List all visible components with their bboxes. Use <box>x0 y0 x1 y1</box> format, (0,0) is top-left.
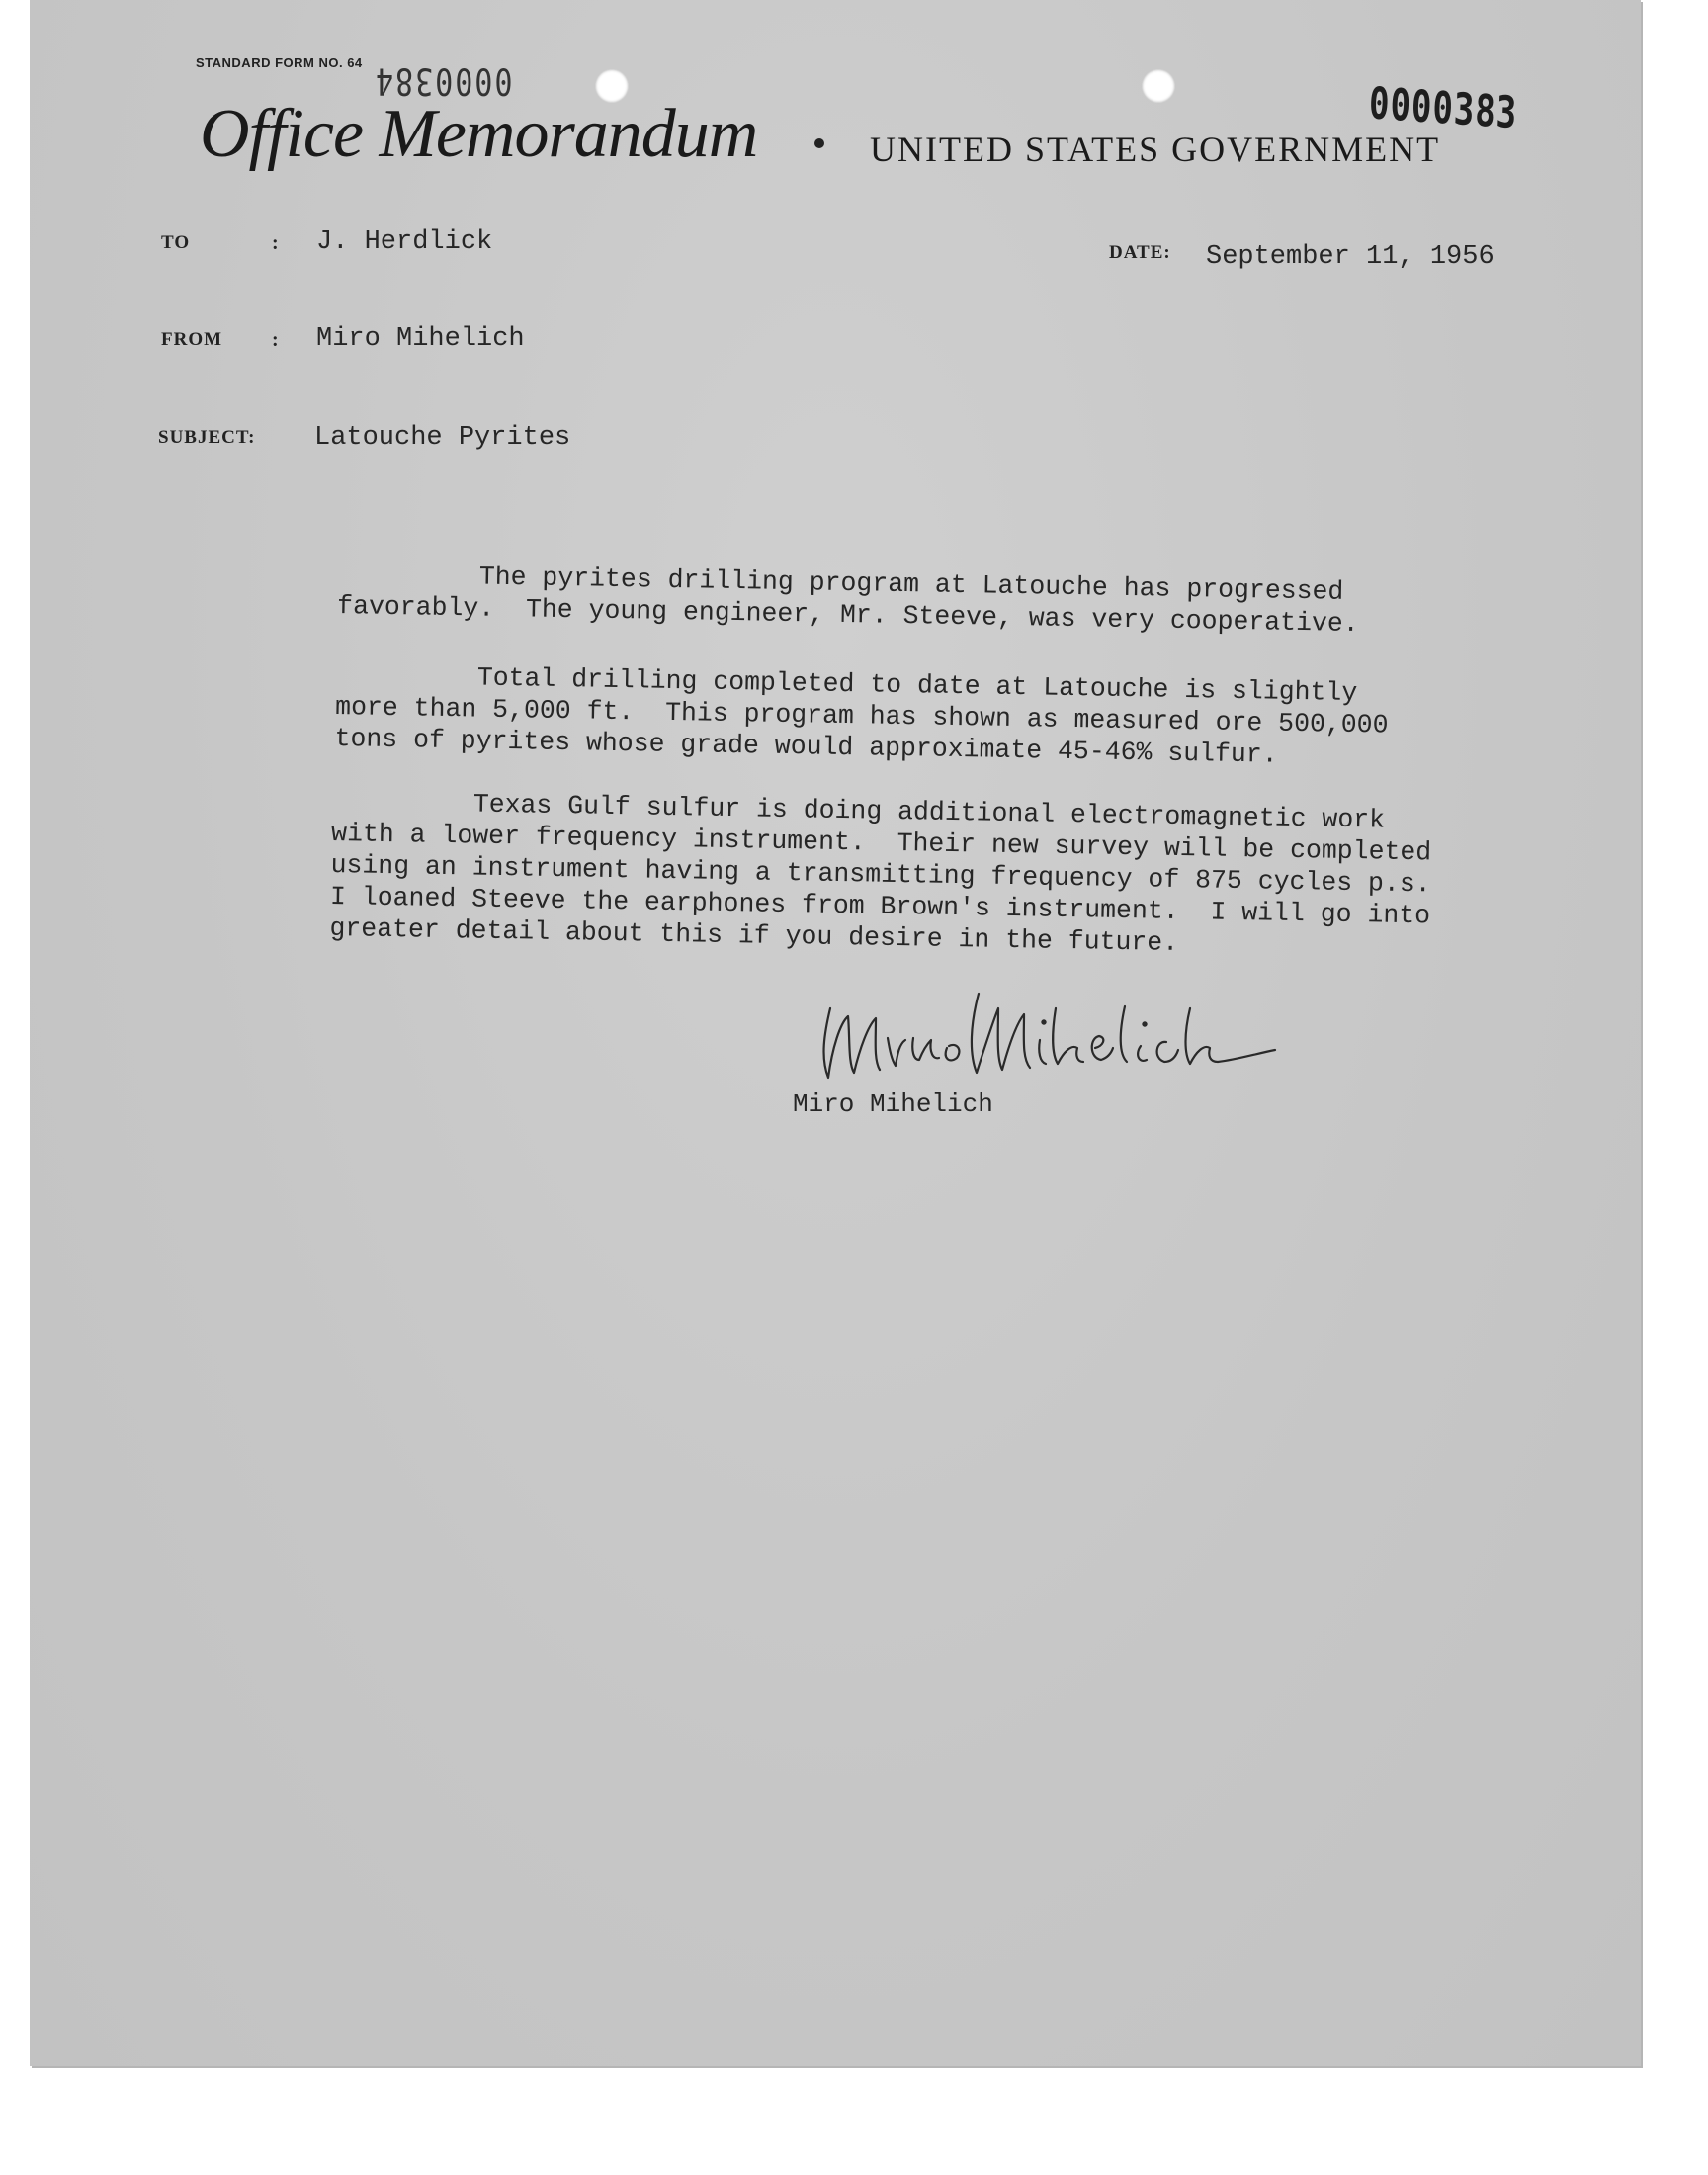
form-number: STANDARD FORM NO. 64 <box>196 55 363 70</box>
stamp-number-right: 0000383 <box>1368 77 1519 140</box>
typed-signature-name: Miro Mihelich <box>793 1089 993 1119</box>
date-label: DATE: <box>1109 242 1171 263</box>
from-colon: : <box>272 329 279 351</box>
to-colon: : <box>272 232 279 254</box>
government-heading: UNITED STATES GOVERNMENT <box>870 130 1441 169</box>
to-value: J. Herdlick <box>316 227 493 257</box>
body-paragraph-3: Texas Gulf sulfur is doing additional electromagnetic work with a lower frequency instrument. Their new survey will be completed using an instrument having a transmitting frequency of 875 cycles p.s. I loaned Steeve the earphones from Brown's instrument. I will go into greater detail about this if you desire in the future. <box>329 786 1432 958</box>
subject-value: Latouche Pyrites <box>314 423 571 453</box>
punch-hole-right <box>1142 69 1175 103</box>
date-value: September 11, 1956 <box>1206 242 1494 272</box>
subject-label: SUBJECT: <box>158 427 256 448</box>
memo-title: Office Memorandum <box>200 96 758 172</box>
title-separator-dot <box>814 138 824 148</box>
from-label: FROM <box>161 329 223 350</box>
memo-page <box>30 0 1641 2066</box>
stamp-number-top: 0000384 <box>374 58 513 103</box>
from-value: Miro Mihelich <box>316 324 525 354</box>
body-paragraph-2: Total drilling completed to date at Latouche is slightly more than 5,000 ft. This program has shown as measured ore 500,000 tons of pyrites whose grade would approximate 45-46% sulfur. <box>334 659 1389 770</box>
handwritten-signature <box>811 979 1394 1088</box>
to-label: TO <box>161 232 191 253</box>
body-paragraph-1: The pyrites drilling program at Latouche has progressed favorably. The young engineer, Mr. Steeve, was very cooperative. <box>336 559 1359 640</box>
